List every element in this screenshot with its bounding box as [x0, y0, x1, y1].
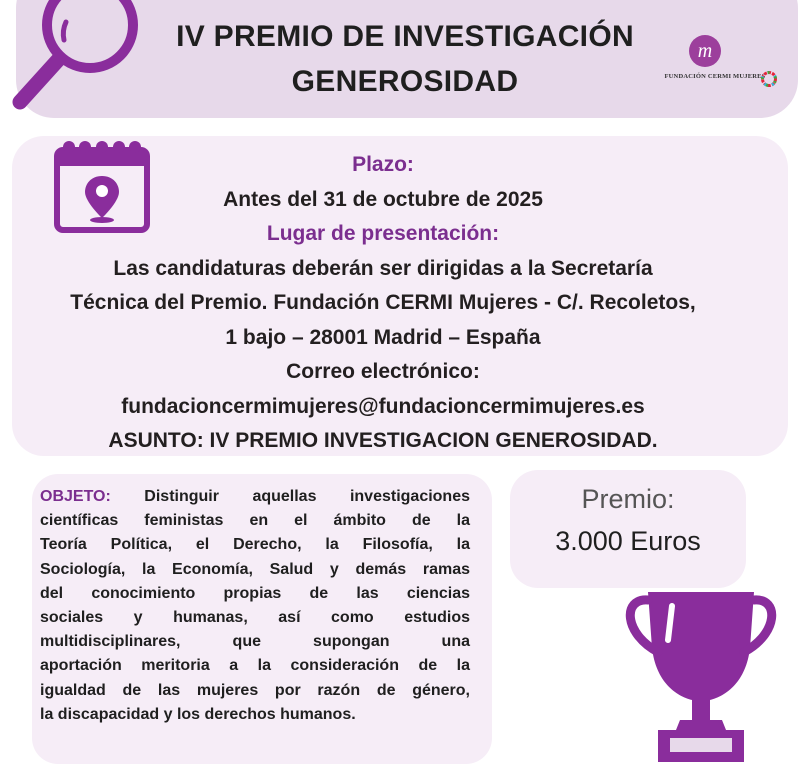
- objeto-line: multidisciplinares, que supongan una: [40, 633, 470, 651]
- logo-text: FUNDACIÓN CERMI MUJERES: [664, 73, 766, 80]
- email-value[interactable]: fundacioncermimujeres@fundacioncermimujeres.es: [121, 394, 645, 418]
- deadline-label: Plazo:: [352, 153, 414, 176]
- objeto-text: [40, 485, 470, 727]
- premio-label: Premio:: [581, 484, 675, 514]
- objeto-line: aportación meritoria a la consideración de la: [40, 657, 470, 675]
- magnifying-glass-icon: [0, 0, 150, 120]
- objeto-line: igualdad de las mujeres por razón de género,: [40, 681, 470, 699]
- place-line-2: Técnica del Premio. Fundación CERMI Mujeres - C/. Recoletos,: [70, 291, 696, 314]
- objeto-line: del conocimiento propias de las ciencias: [40, 584, 470, 602]
- title-line-2: GENEROSIDAD: [291, 65, 519, 98]
- objeto-line: científicas feministas en el ámbito de la: [40, 512, 470, 530]
- objeto-line: Sociología, la Economía, Salud y demás ramas: [40, 560, 470, 578]
- premio-value: 3.000 Euros: [555, 526, 701, 556]
- logo-letter: m: [697, 40, 713, 62]
- subject-line: ASUNTO: IV PREMIO INVESTIGACION GENEROSIDAD.: [108, 429, 658, 452]
- place-line-3: 1 bajo – 28001 Madrid – España: [225, 325, 541, 349]
- objeto-line: sociales y humanas, así como estudios: [40, 609, 470, 627]
- info-content: [20, 148, 746, 459]
- email-label: Correo electrónico:: [286, 360, 480, 383]
- place-line-1: Las candidaturas deberán ser dirigidas a la Secretaría: [113, 256, 653, 280]
- place-label: Lugar de presentación:: [266, 222, 500, 245]
- deadline-value: Antes del 31 de octubre de 2025: [223, 187, 543, 211]
- objeto-line: Teoría Política, el Derecho, la Filosofía, la: [40, 536, 470, 554]
- logo-ring-icon: [760, 70, 778, 88]
- logo-mark: [680, 34, 730, 68]
- logo: [680, 34, 730, 68]
- title-line-1: IV PREMIO DE INVESTIGACIÓN: [176, 20, 634, 53]
- objeto-line-text: Distinguir aquellas investigaciones: [110, 488, 470, 505]
- objeto-line: [40, 485, 470, 509]
- trophy-icon: [618, 578, 784, 766]
- objeto-line: la discapacidad y los derechos humanos.: [40, 705, 356, 723]
- page-title: [150, 14, 660, 104]
- objeto-label: OBJETO:: [40, 488, 111, 505]
